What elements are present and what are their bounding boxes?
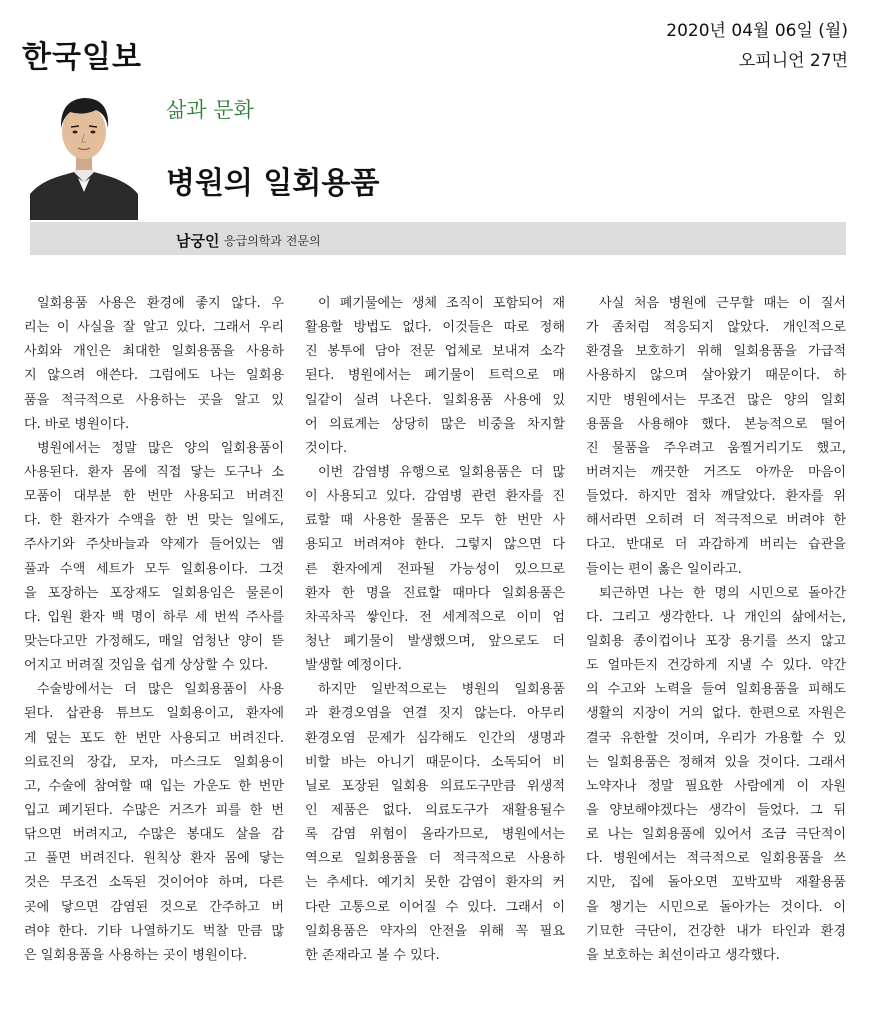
text-line: 의 수고와 노력을 들여 일회용품을 피해도: [586, 682, 846, 698]
text-line: 환경오염 문제가 심각해도 인간의 생명과: [305, 730, 565, 746]
text-line: 들이는 편이 옳은 일이라고.: [586, 561, 742, 577]
text-line: 어 의료계는 상당히 많은 비중을 차지할: [305, 416, 565, 432]
text-line: 퇴근하면 나는 한 명의 시민으로 돌아간: [599, 585, 846, 601]
text-line: 인 제품은 없다. 의료도구가 재활용될수: [305, 802, 565, 818]
text-line: 지만 병원에서는 무조건 많은 양의 일회: [586, 392, 846, 408]
text-line: 게 덮는 포도 한 번만 사용되고 버려진다.: [24, 730, 284, 746]
text-line: 이번 감염병 유행으로 일회용품은 더 많: [318, 464, 565, 480]
text-line: 노약자나 정말 필요한 사람에게 이 자원: [586, 778, 846, 794]
text-line: 도 얼마든지 건강하게 지낼 수 있다. 약간: [586, 658, 846, 674]
text-line: 일회용품은 약자의 안전을 위해 꼭 필요: [305, 923, 565, 939]
text-line: 료할 때 사용한 물품은 모두 한 번만 사: [305, 513, 565, 529]
text-line: 주사기와 주삿바늘과 약제가 들어있는 앰: [24, 537, 284, 553]
article-column-1: [24, 292, 284, 968]
text-line: 병원에서는 정말 많은 양의 일회용품이: [37, 440, 284, 456]
text-line: 고, 수술에 참여할 때 입는 가운도 한 번만: [24, 778, 284, 794]
newspaper-logo: 한국일보: [22, 40, 142, 75]
text-line: 의료진의 장갑, 모자, 마스크도 일회용이: [24, 754, 284, 770]
text-line: 지 않으려 애쓴다. 그럼에도 나는 일회용: [24, 368, 284, 384]
article-headline: 병원의 일회용품: [166, 166, 380, 201]
text-line: 결국 유한할 것이며, 우리가 가용할 수 있: [586, 730, 846, 746]
text-line: 일같이 실려 나온다. 일회용품 사용에 있: [305, 392, 565, 408]
text-line: 비할 바는 아니기 때문이다. 소독되어 비: [305, 754, 565, 770]
text-line: 고 풀면 버려진다. 원칙상 환자 몸에 닿는: [24, 851, 284, 867]
text-line: 용품을 사용해야 했다. 본능적으로 떨어: [586, 416, 846, 432]
text-line: 록 감염 위험이 올라가므로, 병원에서는: [305, 827, 565, 843]
text-line: 환경을 보호하기 위해 일회용품을 가급적: [586, 344, 846, 360]
text-line: 용되고 버려져야 한다. 그렇지 않으면 다: [305, 537, 565, 553]
text-line: 환자 한 명을 진료할 때마다 일회용품은: [305, 585, 565, 601]
text-line: 닦으면 버려지고, 수많은 봉대도 살을 감: [24, 827, 284, 843]
text-line: 진 봉투에 담아 전문 업체로 보내져 소각: [305, 344, 565, 360]
text-line: 맞는다고만 가정해도, 매일 엄청난 양이 뜯: [24, 633, 284, 649]
text-line: 과 환경오염을 연결 짓지 않는다. 아무리: [305, 706, 565, 722]
text-line: 사회와 개인은 최대한 일회용품을 사용하: [24, 344, 284, 360]
text-line: 일회용품 사용은 환경에 좋지 않다. 우: [37, 296, 284, 311]
author-photo: [30, 82, 138, 220]
text-line: 진 물품을 주우려고 움찔거리기도 했고,: [586, 440, 846, 456]
text-line: 차곡차곡 쌓인다. 전 세계적으로 이미 엄: [305, 609, 565, 625]
text-line: 리는 이 사실을 잘 알고 있다. 그래서 우리: [24, 320, 284, 336]
text-line: 된다. 병원에서는 폐기물이 트럭으로 매: [305, 368, 565, 384]
text-line: 려야 한다. 기타 나열하기도 벅찰 만큼 많: [24, 923, 284, 939]
text-line: 해서라면 오히려 더 적극적으로 버려야 한: [586, 513, 846, 529]
text-line: 품을 적극적으로 사용하는 곳을 알고 있: [24, 392, 284, 408]
column-series-title: 삶과 문화: [166, 98, 254, 122]
text-line: 은 일회용품을 사용하는 곳이 병원이다.: [24, 947, 248, 963]
author-name: 남궁인: [176, 232, 220, 250]
text-line: 른 환자에게 전파될 가능성이 있으므로: [305, 561, 565, 577]
text-line: 한 존재라고 볼 수 있다.: [305, 947, 440, 963]
text-line: 지만, 집에 돌아오면 꼬박꼬박 재활용품: [586, 875, 846, 891]
text-line: 하지만 일반적으로는 병원의 일회용품: [318, 682, 565, 698]
text-line: 는 추세다. 예기치 못한 감염이 환자의 커: [305, 875, 565, 891]
text-line: 모품이 대부분 한 번만 사용되고 버려진: [24, 489, 284, 505]
text-line: 을 포장하는 포장재도 일회용임은 물론이: [24, 585, 284, 601]
text-line: 다. 입원 환자 백 명이 하루 세 번씩 주사를: [24, 609, 284, 625]
text-line: 들었다. 하지만 점차 깨달았다. 환자를 위: [586, 489, 846, 505]
author-title: 응급의학과 전문의: [224, 234, 321, 248]
text-line: 다. 한 환자가 수액을 한 번 맞는 일에도,: [24, 513, 284, 529]
text-line: 것은 무조건 소독된 것이어야 하며, 다른: [24, 875, 284, 891]
text-line: 사용된다. 환자 몸에 직접 닿는 도구나 소: [24, 464, 284, 480]
text-line: 다. 병원에서는 적극적으로 일회용품을 쓰: [586, 851, 846, 867]
text-line: 을 챙기는 시민으로 돌아가는 것이다. 이: [586, 899, 846, 915]
text-line: 된다. 삽관용 튜브도 일회용이고, 환자에: [24, 706, 284, 722]
article-column-3: [586, 292, 846, 968]
text-line: 로 나는 일회용품에 있어서 조금 극단적이: [586, 827, 846, 843]
text-line: 다란 고통으로 이어질 수 있다. 그래서 이: [305, 899, 565, 915]
text-line: 을 양보해야겠다는 생각이 들었다. 그 뒤: [586, 802, 846, 818]
text-line: 이 폐기물에는 생체 조직이 포함되어 재: [318, 296, 565, 311]
text-line: 을 보호하는 최선이라고 생각했다.: [586, 947, 780, 963]
text-line: 다. 그리고 생각한다. 나 개인의 삶에서는,: [586, 609, 846, 625]
text-line: 일회용 종이컵이나 포장 용기를 쓰지 않고: [586, 633, 846, 649]
text-line: 닐로 포장된 일회용 의료도구만큼 위생적: [305, 778, 565, 794]
text-line: 생활의 지장이 거의 없다. 한편으로 자원은: [586, 706, 846, 722]
text-line: 것이다.: [305, 440, 348, 456]
text-line: 풀과 수액 세트가 모두 일회용이다. 그것: [24, 561, 284, 577]
text-line: 이 사용되고 있다. 감염병 관련 환자를 진: [305, 489, 565, 505]
text-line: 수술방에서는 더 많은 일회용품이 사용: [37, 682, 284, 698]
text-line: 역으로 일회용품을 더 적극적으로 사용하: [305, 851, 565, 867]
author-bar: [30, 222, 846, 255]
text-line: 곳에 닿으면 감염된 것으로 간주하고 버: [24, 899, 284, 915]
text-line: 다. 바로 병원이다.: [24, 416, 130, 432]
text-line: 사실 처음 병원에 근무할 때는 이 질서: [599, 296, 846, 311]
text-line: 사용하지 않으며 살아왔기 때문이다. 하: [586, 368, 846, 384]
text-line: 기묘한 극단이, 건강한 내가 타인과 환경: [586, 923, 846, 939]
section-page: 오피니언 27면: [738, 51, 848, 71]
text-line: 청난 폐기물이 발생했으며, 앞으로도 더: [305, 633, 565, 649]
text-line: 발생할 예정이다.: [305, 658, 402, 674]
publication-date: 2020년 04월 06일 (월): [666, 21, 848, 41]
text-line: 어지고 버려질 것임을 쉽게 상상할 수 있다.: [24, 658, 269, 674]
text-line: 활용할 방법도 없다. 이것들은 따로 정해: [305, 320, 565, 336]
text-line: 는 일회용품은 정해져 있을 것이다. 그래서: [586, 754, 846, 770]
article-column-2: [305, 292, 565, 968]
text-line: 버려지는 깨끗한 거즈도 아까운 마음이: [586, 464, 846, 480]
text-line: 입고 폐기된다. 수많은 거즈가 피를 한 번: [24, 802, 284, 818]
text-line: 가 좀처럼 적응되지 않았다. 개인적으로: [586, 320, 846, 336]
text-line: 다고. 반대로 더 과감하게 버리는 습관을: [586, 537, 846, 553]
